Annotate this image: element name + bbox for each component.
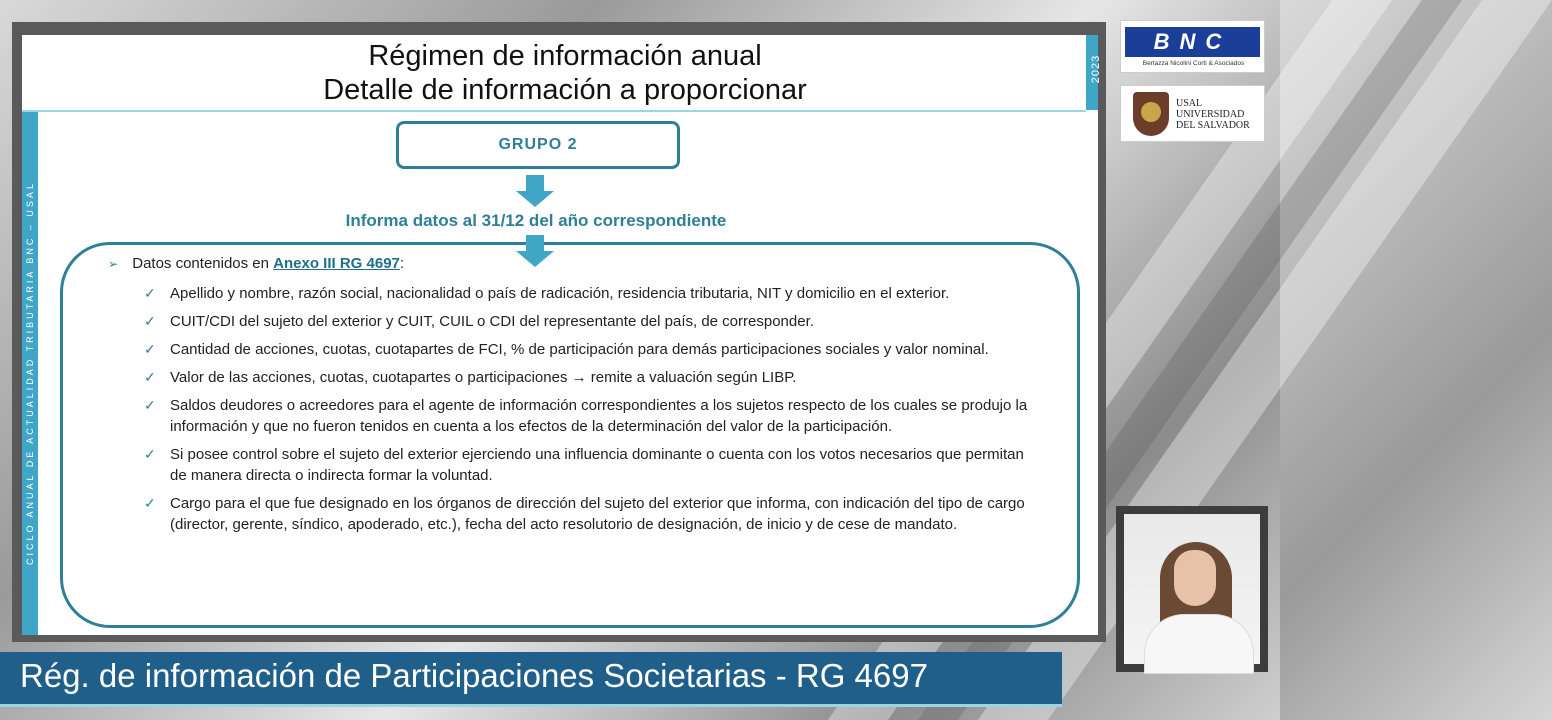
bnc-subtitle: Bertazza Nicolini Corti & Asociados — [1142, 60, 1245, 67]
side-label: CICLO ANUAL DE ACTUALIDAD TRIBUTARIA BNC – USAL — [25, 180, 35, 565]
list-item: ✓ Cantidad de acciones, cuotas, cuotapartes de FCI, % de participación para demás participaciones sociales y valor nominal. — [144, 341, 989, 358]
group-box — [396, 121, 680, 169]
slide-title — [22, 39, 1108, 107]
intro-prefix: Datos contenidos en — [132, 255, 269, 272]
anexo-link[interactable]: Anexo III RG 4697 — [273, 255, 400, 272]
lower-third-banner — [0, 652, 1062, 707]
list-item: ✓ Apellido y nombre, razón social, nacionalidad o país de radicación, residencia tributaria, NIT y domicilio en el exterior. — [144, 285, 950, 302]
checkmark-icon: ✓ — [144, 495, 156, 511]
bnc-logo — [1120, 20, 1265, 73]
lower-third-text: Rég. de información de Participaciones Societarias - RG 4697 — [20, 657, 928, 694]
list-item: ✓ Valor de las acciones, cuotas, cuotapartes o participaciones → remite a valuación según LIBP. — [144, 369, 797, 386]
list-item: ✓ Cargo para el que fue designado en los órganos de dirección del sujeto del exterior que informa, con indicación del tipo de cargo (director, gerente, síndico, apoderado, etc.), fecha del acto resolutorio de designación, de inicio y de cese de mandato. — [144, 495, 1025, 533]
intro-suffix: : — [399, 255, 405, 272]
slide-subtitle: Informa datos al 31/12 del año correspondiente — [345, 211, 727, 230]
usal-logo — [1120, 85, 1265, 142]
presenter-video — [1124, 514, 1260, 664]
slide-title-line-2: Detalle de información a proporcionar — [323, 74, 807, 106]
list-item: ✓ Si posee control sobre el sujeto del exterior ejerciendo una influencia dominante o cuenta con los votos necesarios que permitan de manera directa o indirecta formar la voluntad. — [144, 446, 1024, 484]
presentation-slide — [22, 35, 1102, 635]
checkmark-icon: ✓ — [144, 369, 156, 385]
checkmark-icon: ✓ — [144, 285, 156, 301]
presenter-webcam — [1116, 506, 1268, 672]
usal-wordmark: USAL UNIVERSIDAD DEL SALVADOR — [1176, 98, 1250, 131]
side-label-container — [22, 110, 38, 635]
checkmark-icon: ✓ — [144, 341, 156, 357]
checkmark-icon: ✓ — [144, 446, 156, 462]
arrow-bullet-icon: ➢ — [108, 257, 119, 271]
bnc-wordmark: BNC — [1125, 27, 1260, 57]
usal-shield-icon — [1133, 92, 1169, 136]
list-item: ✓ CUIT/CDI del sujeto del exterior y CUIT, CUIL o CDI del representante del país, de corresponder. — [144, 313, 814, 330]
year-label: 2023 — [1089, 54, 1102, 84]
checkmark-icon: ✓ — [144, 397, 156, 413]
group-label: GRUPO 2 — [498, 136, 578, 153]
title-divider — [22, 110, 1086, 112]
item-list — [144, 283, 1034, 542]
slide-title-line-1: Régimen de información anual — [368, 40, 762, 72]
list-item: ✓ Saldos deudores o acreedores para el agente de información correspondientes a los sujetos respecto de los cuales se produjo la información y que no fueron tenidos en cuenta a los efectos de la determinación del valor de la participación. — [144, 397, 1028, 435]
checkmark-icon: ✓ — [144, 313, 156, 329]
intro-line — [108, 255, 404, 272]
